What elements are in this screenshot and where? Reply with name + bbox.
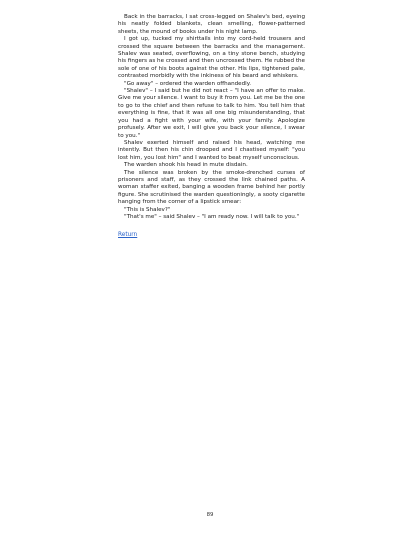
paragraph: The warden shook his head in mute disdain. (124, 162, 248, 169)
paragraph: The silence was broken by the smoke-drenched curses of prisoners and staff, as they crossed the link chained paths. A woman staffer exited, banging a wooden frame behind her portly figure. She scrutinised the warden questioningly, a sooty cigarette hanging from the corner of a lipstick smear: (118, 169, 305, 206)
paragraph: "This is Shalev?" (124, 206, 171, 213)
paragraph: "Shalev" – I said but he did not react – "I have an offer to make. Give me your silence. I want to buy it from you. Let me be the one to go to the chief and then refuse to talk to him. You tell him that everything is fine, that it was all one big misunderstanding, that you had a fight with your wife, with your family. Apologize profusely. After we exit, I will give you back your silence, I swear to you." (118, 88, 305, 139)
document-page (118, 14, 305, 240)
paragraph: Back in the barracks, I sat cross-legged on Shalev's bed, eyeing his neatly folded blankets, clean smelling, flower-patterned sheets, the mound of books under his night lamp. (118, 14, 305, 35)
paragraph: Shalev exerted himself and raised his head, watching me intently. But then his chin drooped and I chastised myself: "you lost him, you lost him" and I wanted to beat myself unconscious. (118, 139, 305, 161)
paragraph: "Go away" – ordered the warden offhandedly. (124, 80, 251, 87)
paragraph: "That's me" – said Shalev – "I am ready now. I will talk to you." (124, 213, 300, 220)
paragraph: I got up, tucked my shirttails into my cord-held trousers and crossed the square between the barracks and the management. Shalev was seated, overflowing, on a tiny stone bench, studying his fingers as he crossed and then uncrossed them. He rubbed the sole of one of his boots against the other. His lips, tightened pale, contrasted morbidly with the inkiness of his beard and whiskers. (118, 36, 305, 80)
return-link[interactable]: Return (118, 232, 138, 239)
page-number: 89 (206, 512, 214, 518)
